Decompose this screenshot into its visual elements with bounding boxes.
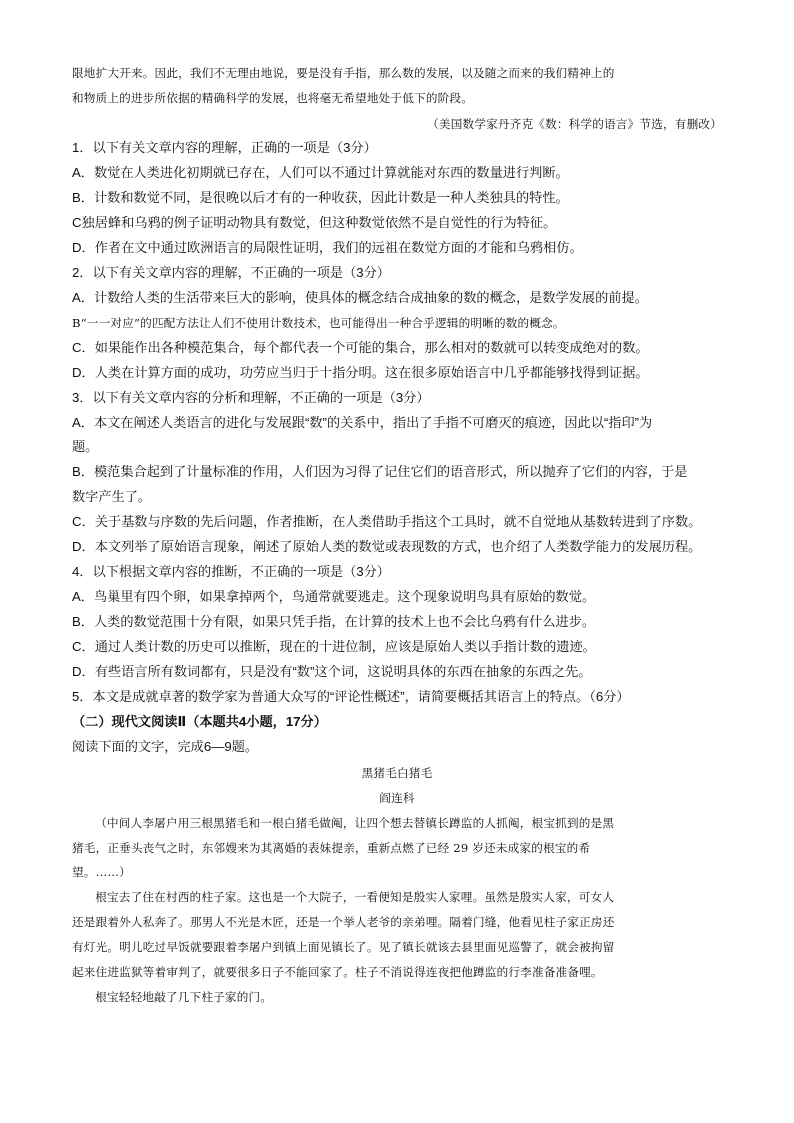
intro-line-2: 和物质上的进步所依据的精确科学的发展，也将毫无希望地处于低下的阶段。	[72, 91, 473, 105]
section-heading: （二）现代文阅读Ⅱ（本题共4小题，17分）	[72, 714, 327, 729]
story-title: 黑猪毛白猪毛	[361, 766, 433, 780]
question-1-option-c: C独居蜂和乌鸦的例子证明动物具有数觉，但这种数觉依然不是自觉性的行为特征。	[72, 215, 557, 230]
question-3-option-d: D．本文列举了原始语言现象，阐述了原始人类的数觉或表现数的方式，也介绍了人类数学能力的发展历程。	[72, 539, 702, 554]
story-paragraph-line: 还是跟着外人私奔了。那男人不光是木匠，还是一个挙人老爷的亲弟哩。隔着门缝，他看见柱子家正房还	[72, 915, 615, 929]
question-2-option-d: D．人类在计算方面的成功，功劳应当归于十指分明。这在很多原始语言中几乎都能够找得到证据。	[72, 365, 649, 380]
question-3-option-a: A．本文在阐述人类语言的进化与发展跟“数”的关系中，指出了手指不可磨灭的痕迹，因此以“指印”为	[72, 415, 653, 430]
story-paragraph-line: 根宝轻轻地敲了几下柱子家的门。	[95, 990, 273, 1004]
section-instruction: 阅读下面的文字，完成6—9题。	[72, 739, 259, 754]
question-1-stem: 1．以下有关文章内容的理解，正确的一项是（3分）	[72, 140, 377, 155]
story-paragraph-line: 有灯光。明儿吃过早饭就要跟着李屠户到镇上面见镇长了。见了镇长就该去县里面见巡警了，就会被拘留	[72, 940, 615, 954]
question-3-option-b: B．模范集合起到了计量标准的作用，人们因为习得了记住它们的语音形式，所以抛弃了它们的内容，于是	[72, 464, 688, 479]
question-2-option-b: B“一一对应”的匹配方法让人们不使用计数技术，也可能得出一种合乎逻辑的明晰的数的概念。	[72, 316, 565, 330]
question-4-option-a: A．鸟巢里有四个卵，如果拿掉两个，鸟通常就要逃走。这个现象说明鸟具有原始的数觉。	[72, 589, 596, 604]
question-4-stem: 4．以下根据文章内容的推断，不正确的一项是（3分）	[72, 564, 390, 579]
question-1-option-d: D．作者在文中通过欧洲语言的局限性证明，我们的远祖在数觉方面的才能和乌鸦相仿。	[72, 240, 583, 255]
story-paragraph-line: 望。……）	[72, 865, 131, 879]
question-5-stem: 5．本文是成就卓著的数学家为普通大众写的“评论性概述”，请简要概括其语言上的特点。（6分）	[72, 689, 630, 704]
source-note: （美国数学家丹齐克《数：科学的语言》节选，有删改）	[427, 117, 722, 131]
question-3-option-c: C．关于基数与序数的先后问题，作者推断，在人类借助手指这个工具时，就不自觉地从基数转进到了序数。	[72, 514, 702, 529]
question-1-option-b: B．计数和数觉不同，是很晚以后才有的一种收获，因此计数是一种人类独具的特性。	[72, 190, 569, 205]
question-4-option-d: D．有些语言所有数词都有，只是没有“数”这个词，这说明具体的东西在抽象的东西之先。	[72, 664, 592, 679]
question-3-option-b-cont: 数字产生了。	[72, 489, 152, 504]
question-4-option-b: B．人类的数觉范围十分有限，如果只凭手指，在计算的技术上也不会比乌鸦有什么进步。	[72, 614, 596, 629]
story-paragraph-line: 猪毛，正垂头丧气之时，东邻嫂来为其离婚的表妹提亲，重新点燃了已经 29 岁还未成家的根宝的希	[72, 841, 591, 855]
intro-line-1: 限地扩大开来。因此，我们不无理由地说，要是没有手指，那么数的发展，以及随之而来的我们精神上的	[72, 66, 615, 80]
question-1-option-a: A．数觉在人类进化初期就已存在，人们可以不通过计算就能对东西的数量进行判断。	[72, 165, 569, 180]
story-paragraph-line: （中间人李屠户用三根黑猪毛和一根白猪毛做阄，让四个想去替镇长蹲监的人抓阄，根宝抓到的是黑	[95, 816, 615, 830]
story-paragraph-line: 根宝去了住在村西的柱子家。这也是一个大院子，一看便知是殷实人家哩。虽然是殷实人家，可女人	[95, 890, 615, 904]
question-2-option-c: C．如果能作出各种模范集合，每个都代表一个可能的集合，那么相对的数就可以转变成绝对的数。	[72, 340, 649, 355]
story-author: 阎连科	[379, 791, 415, 805]
question-2-option-a: A．计数给人类的生活带来巨大的影响，使具体的概念结合成抽象的数的概念，是数学发展的前提。	[72, 290, 648, 305]
question-2-stem: 2．以下有关文章内容的理解，不正确的一项是（3分）	[72, 265, 390, 280]
question-4-option-c: C．通过人类计数的历史可以推断，现在的十进位制，应该是原始人类以手指计数的遗迹。	[72, 639, 596, 654]
story-paragraph-line: 起来住进监狱等着审判了，就要很多日子不能回家了。柱子不消说得连夜把他蹲监的行李准备准备哩。	[72, 965, 603, 979]
question-3-stem: 3．以下有关文章内容的分析和理解，不正确的一项是（3分）	[72, 390, 430, 405]
question-3-option-a-cont: 题。	[72, 439, 99, 454]
